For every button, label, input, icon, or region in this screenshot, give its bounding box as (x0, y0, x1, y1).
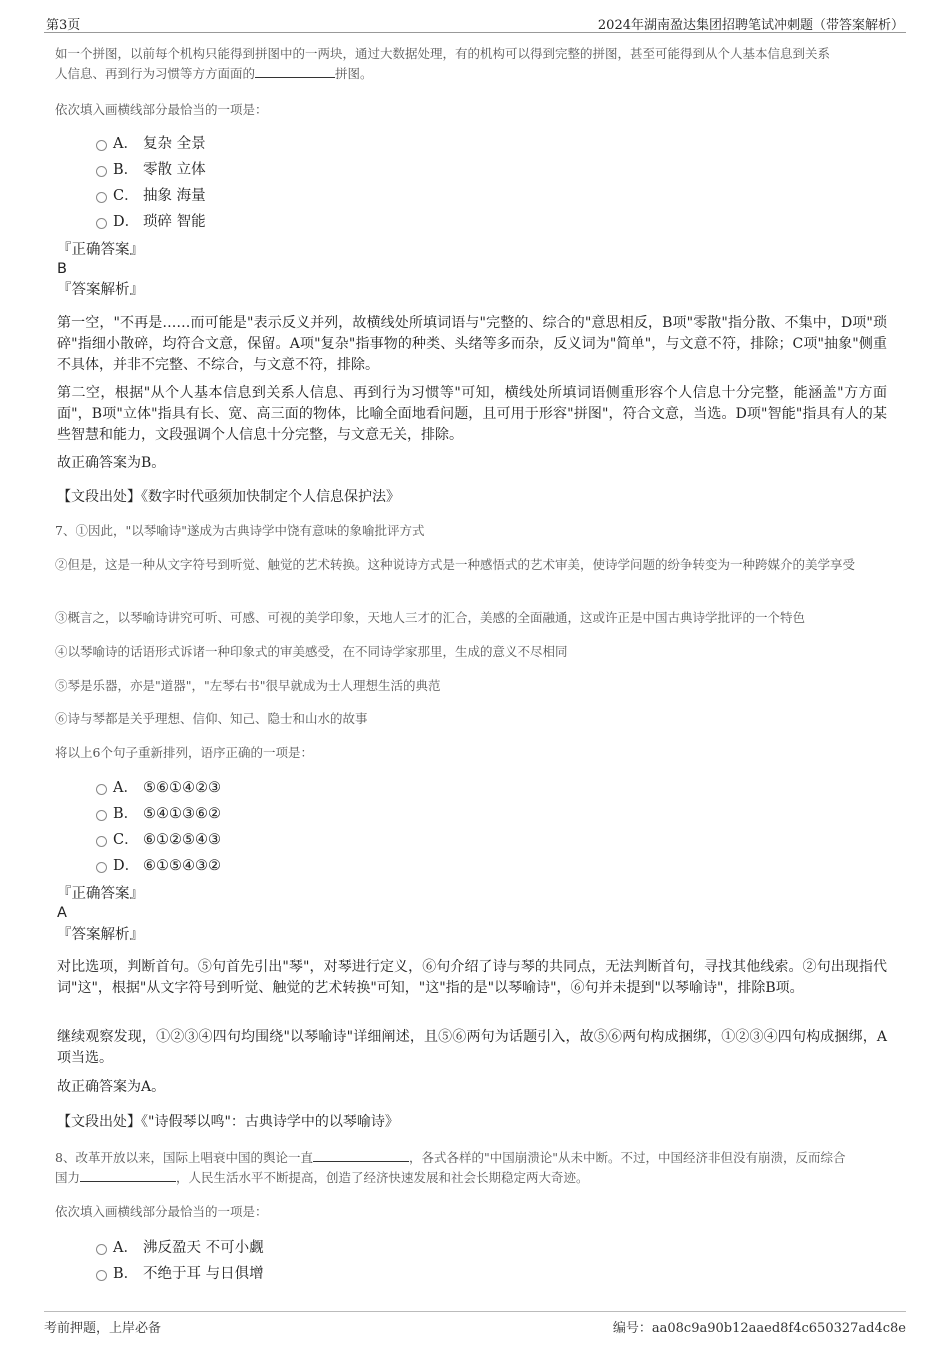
radio-icon[interactable] (96, 862, 107, 873)
q7-prompt: 将以上6个句子重新排列，语序正确的一项是： (55, 745, 313, 760)
option-text: ⑥①⑤④③② (143, 858, 221, 874)
q7-sentence-2: ②但是，这是一种从文字符号到听觉、触觉的艺术转换。这种说诗方式是一种感悟式的艺术审美，使诗学问题的纷争转变为一种跨媒介的美学享受 (55, 557, 856, 572)
fill-blank (80, 1169, 176, 1182)
q8-prompt: 依次填入画横线部分最恰当的一项是： (55, 1204, 268, 1219)
radio-icon[interactable] (96, 836, 107, 847)
radio-icon[interactable] (96, 192, 107, 203)
option-text: 零散 立体 (143, 162, 206, 178)
q7-answer: A (57, 905, 67, 921)
option-letter: B． (113, 1266, 139, 1282)
page-footer (44, 1311, 906, 1336)
q7-explanation-2: 继续观察发现，①②③④四句均围绕"以琴喻诗"详细阐述，且⑤⑥两句为话题引入，故⑤⑥两句构成捆绑，①②③④四句构成捆绑，A项当选。 (57, 1029, 887, 1066)
page-number: 第3页 (46, 18, 81, 33)
q6-option-d[interactable] (96, 211, 206, 233)
q8-passage-text: 8、改革开放以来，国际上唱衰中国的舆论一直 (55, 1150, 313, 1165)
q6-option-a[interactable] (96, 133, 206, 155)
radio-icon[interactable] (96, 1244, 107, 1255)
q8-passage-text-cont: ，各式各样的"中国崩溃论"从未中断。不过，中国经济非但没有崩溃，反而综合 (408, 1150, 846, 1165)
option-letter: B． (113, 806, 139, 822)
q7-source: 【文段出处】《"诗假琴以鸣"：古典诗学中的以琴喻诗》 (57, 1114, 399, 1130)
q6-source: 【文段出处】《数字时代亟须加快制定个人信息保护法》 (57, 489, 400, 505)
q6-passage-text-end: 拼图。 (335, 66, 373, 81)
document-id: 编号：aa08c9a90b12aaed8f4c650327ad4c8e (612, 1321, 906, 1336)
option-text: 抽象 海量 (143, 188, 206, 204)
option-text: 琐碎 智能 (143, 214, 206, 230)
q7-explanation-1: 对比选项，判断首句。⑤句首先引出"琴"，对琴进行定义，⑥句介绍了诗与琴的共同点，无法判断首句，寻找其他线索。②句出现指代词"这"，根据"从文字符号到听觉、触觉的艺术转换"可知，"这"指的是"以琴喻诗"，⑥句并未提到"以琴喻诗"，排除B项。 (57, 959, 887, 996)
q6-option-b[interactable] (96, 159, 206, 181)
option-text: 复杂 全景 (143, 136, 206, 152)
q7-sentence-4: ④以琴喻诗的话语形式诉诸一种印象式的审美感受，在不同诗学家那里，生成的意义不尽相同 (55, 644, 568, 659)
q7-sentence-3: ③概言之，以琴喻诗讲究可听、可感、可视的美学印象，天地人三才的汇合，美感的全面融通，这或许正是中国古典诗学批评的一个特色 (55, 610, 806, 625)
option-letter: C． (113, 832, 139, 848)
q6-answer: B (57, 261, 67, 277)
q7-option-b[interactable] (96, 803, 221, 825)
option-letter: B． (113, 162, 139, 178)
option-letter: D． (113, 214, 140, 230)
q6-answer-label: 『正确答案』 (57, 242, 144, 258)
q6-prompt: 依次填入画横线部分最恰当的一项是： (55, 102, 268, 117)
q6-analysis-label: 『答案解析』 (57, 282, 144, 298)
option-text: 不绝于耳 与日俱增 (143, 1266, 264, 1282)
q6-explanation-1: 第一空，"不再是……而可能是"表示反义并列，故横线处所填词语与"完整的、综合的"意思相反，B项"零散"指分散、不集中，D项"琐碎"指细小散碎，均符合文意，保留。A项"复杂"指事物的种类、头绪等多而杂，反义词为"简单"，与文意不符，排除；C项"抽象"侧重不具体，并非不完整、不综合，与文意不符，排除。 (57, 315, 887, 373)
q8-passage-line2 (55, 1168, 900, 1188)
option-letter: A． (113, 1240, 138, 1256)
q6-passage-line1: 如一个拼图，以前每个机构只能得到拼图中的一两块，通过大数据处理，有的机构可以得到完整的拼图，甚至可能得到从个人基本信息到关系 (55, 46, 831, 61)
q7-analysis-label: 『答案解析』 (57, 927, 144, 943)
page-header (44, 10, 906, 33)
fill-blank (255, 65, 335, 78)
q6-passage-text: 人信息、再到行为习惯等方方面面的 (55, 66, 256, 81)
option-text: ⑥①②⑤④③ (143, 832, 221, 848)
q8-option-b[interactable] (96, 1263, 264, 1285)
q7-option-a[interactable] (96, 777, 221, 799)
option-text: ⑤④①③⑥② (143, 806, 221, 822)
option-letter: C． (113, 188, 139, 204)
q6-explanation-3: 故正确答案为B。 (57, 455, 166, 471)
q8-passage-text-end: ，人民生活水平不断提高，创造了经济快速发展和社会长期稳定两大奇迹。 (176, 1170, 589, 1185)
document-title: 2024年湖南盈达集团招聘笔试冲刺题（带答案解析） (597, 18, 904, 33)
radio-icon[interactable] (96, 784, 107, 795)
q8-passage-text: 国力 (55, 1170, 81, 1185)
q8-option-a[interactable] (96, 1237, 264, 1259)
q7-answer-label: 『正确答案』 (57, 886, 144, 902)
option-text: 沸反盈天 不可小觑 (143, 1240, 264, 1256)
option-text: ⑤⑥①④②③ (143, 780, 221, 796)
radio-icon[interactable] (96, 140, 107, 151)
radio-icon[interactable] (96, 1270, 107, 1281)
radio-icon[interactable] (96, 166, 107, 177)
option-letter: A． (113, 780, 138, 796)
option-letter: D． (113, 858, 140, 874)
q7-sentence-5: ⑤琴是乐器，亦是"道器"，"左琴右书"很早就成为士人理想生活的典范 (55, 678, 441, 693)
q7-option-d[interactable] (96, 855, 221, 877)
q6-explanation-2: 第二空，根据"从个人基本信息到关系人信息、再到行为习惯等"可知，横线处所填词语侧重形容个人信息十分完整，能涵盖"方方面面"，B项"立体"指具有长、宽、高三面的物体，比喻全面地看问题，且可用于形容"拼图"，符合文意，当选。D项"智能"指具有人的某些智慧和能力，文段强调个人信息十分完整，与文意无关，排除。 (57, 385, 887, 443)
q8-passage-line1 (55, 1148, 900, 1168)
q7-sentence-1: 7、①因此，"以琴喻诗"遂成为古典诗学中饶有意味的象喻批评方式 (55, 523, 425, 538)
q7-sentence-6: ⑥诗与琴都是关乎理想、信仰、知己、隐士和山水的故事 (55, 711, 368, 726)
q7-option-c[interactable] (96, 829, 221, 851)
q7-explanation-3: 故正确答案为A。 (57, 1079, 166, 1095)
q6-passage-line2 (55, 64, 900, 84)
option-letter: A． (113, 136, 138, 152)
q6-option-c[interactable] (96, 185, 206, 207)
footer-slogan: 考前押题，上岸必备 (44, 1321, 162, 1336)
radio-icon[interactable] (96, 218, 107, 229)
fill-blank (313, 1149, 409, 1162)
radio-icon[interactable] (96, 810, 107, 821)
